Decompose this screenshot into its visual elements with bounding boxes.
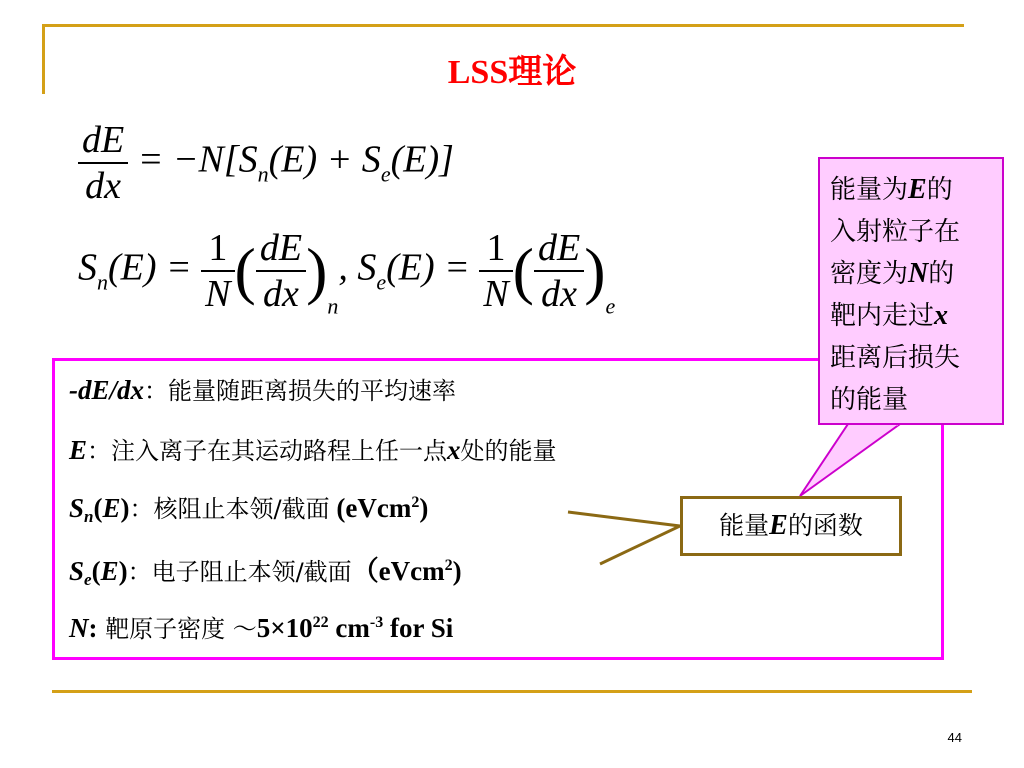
def-sep: ： xyxy=(87,437,112,465)
def-text: 电子阻止本领/截面 xyxy=(151,558,352,586)
def-sep: : xyxy=(88,613,98,643)
eq2-N: N xyxy=(201,270,234,316)
eq2-N-b: N xyxy=(479,270,512,316)
eq2-one: 1 xyxy=(208,227,228,269)
def-unit: cm xyxy=(328,613,370,643)
function-label-box xyxy=(680,496,902,556)
eq2-n-sub: n xyxy=(327,293,339,319)
equation-2: $S_n(E)$ = $\frac{1}{N}$ ( $\frac{dE}{dx}$ )$_n$, $S_e(E)$ = $\frac{1}{N}$ ( $\frac{dE}{dx}$ )$_e$ xyxy=(78,227,616,319)
def-text: 核阻止本领/截面 xyxy=(153,495,330,523)
def-symbol-x: x xyxy=(447,435,461,465)
eq2-se-sub: e xyxy=(376,269,387,295)
eq2-e-sub: e xyxy=(605,293,616,319)
def-sep: ： xyxy=(144,377,169,405)
def-exp: 2 xyxy=(411,494,420,511)
def-tail: ) xyxy=(452,556,462,586)
eq1-sn-sub: n xyxy=(257,161,269,187)
callout-bubble xyxy=(818,157,1004,425)
def-unit: (eVcm xyxy=(329,493,412,523)
def-text: 靶原子密度 ～ xyxy=(97,615,257,643)
def-exp-2: -3 xyxy=(369,614,384,631)
eq2-dE: dE xyxy=(259,227,303,269)
definition-se: $S_e(E)$：电子阻止本领/截面（eVcm$^2$) xyxy=(69,556,462,589)
def-tail: for Si xyxy=(383,613,454,643)
eq1-mid: (E) + S xyxy=(268,138,381,181)
eq2-one-b: 1 xyxy=(486,227,506,269)
funcbox-text-a: 能量 xyxy=(719,511,770,540)
callout-tail xyxy=(800,424,900,496)
eq2-dE-b: dE xyxy=(537,227,581,269)
def-symbol: N xyxy=(69,613,89,643)
def-sub: n xyxy=(84,507,94,526)
eq1-numerator: dE xyxy=(82,119,125,161)
funcbox-text-c: 的函数 xyxy=(787,511,863,540)
callout-line-2: 入射粒子在 xyxy=(830,217,961,247)
def-unit: （eVcm xyxy=(351,556,445,586)
def-sep: ： xyxy=(127,558,152,586)
def-text-2: 处的能量 xyxy=(460,437,557,465)
def-symbol: -dE/dx xyxy=(69,375,145,405)
callout-line-6: 的能量 xyxy=(830,385,909,415)
def-symbol: S xyxy=(69,493,85,523)
eq2-dx: dx xyxy=(256,270,306,316)
eq1-end: (E)] xyxy=(390,138,454,181)
eq1-denominator: dx xyxy=(78,162,128,208)
eq2-dx-b: dx xyxy=(534,270,584,316)
def-exp: 2 xyxy=(444,557,453,574)
funcbox-symbol: E xyxy=(769,510,788,541)
def-sep: ： xyxy=(129,495,154,523)
bracket-connector xyxy=(568,512,680,564)
page-number: 44 xyxy=(947,730,962,745)
callout-line-1: 能量为E的 xyxy=(830,174,953,205)
def-symbol: S xyxy=(69,556,85,586)
page-title: LSS理论 xyxy=(447,54,577,91)
callout-line-4: 靶内走过x xyxy=(830,300,949,331)
def-symbol: E xyxy=(69,435,88,465)
eq1-rhs: = −N[S xyxy=(137,138,258,181)
def-exp: 22 xyxy=(312,614,329,631)
callout-line-5: 距离后损失 xyxy=(830,343,961,373)
eq2-sn: S xyxy=(78,246,97,289)
def-text: 能量随距离损失的平均速率 xyxy=(168,377,457,405)
eq2-se-arg: (E) = xyxy=(386,246,470,289)
eq2-se: , S xyxy=(338,246,377,289)
def-tail: ) xyxy=(419,493,429,523)
eq2-sn-sub: n xyxy=(97,269,108,295)
def-value: 5×10 xyxy=(256,613,313,643)
eq1-se-sub: e xyxy=(380,161,391,187)
callout-line-3: 密度为N的 xyxy=(830,258,955,289)
def-text: 注入离子在其运动路程上任一点 xyxy=(111,437,448,465)
def-sub: e xyxy=(84,570,92,589)
definition-sn: $S_n(E)$：核阻止本领/截面 (eVcm$^2$) xyxy=(69,493,429,526)
eq2-sn-arg: (E) = xyxy=(108,246,192,289)
